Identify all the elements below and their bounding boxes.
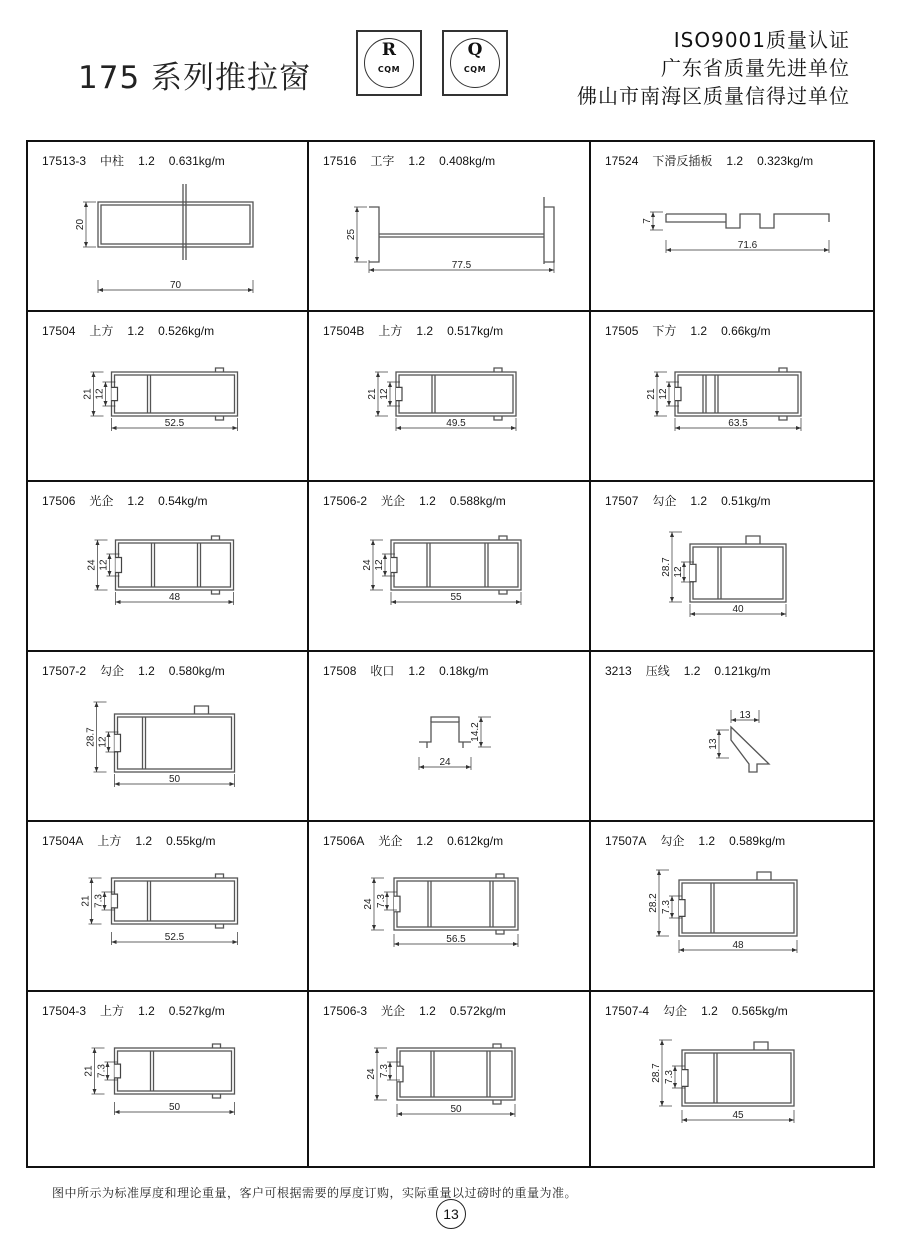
dim-width: 45 (732, 1110, 744, 1121)
profile-weight: 0.526kg/m (158, 324, 215, 338)
profile-drawing (591, 312, 873, 477)
dim-height: 21 (82, 388, 94, 400)
profile-cell (28, 652, 309, 822)
dim-width: 56.5 (446, 934, 466, 945)
dim-height: 21 (367, 388, 378, 400)
dim-inner-height: 7.3 (664, 1070, 675, 1084)
profile-thickness: 1.2 (408, 154, 426, 168)
dim-height: 25 (346, 228, 357, 241)
profile-thickness: 1.2 (416, 834, 434, 848)
profile-thickness: 1.2 (138, 154, 155, 168)
dim-height: 24 (366, 1068, 377, 1080)
profile-drawing (28, 482, 309, 647)
profile-weight: 0.408kg/m (439, 154, 496, 168)
dim-height: 20 (75, 218, 86, 231)
dim-inner-height: 12 (98, 559, 110, 571)
profile-cell (28, 142, 309, 312)
profile-name: 勾企 (660, 834, 685, 848)
profile-weight: 0.121kg/m (714, 664, 771, 678)
profile-drawing (309, 482, 591, 647)
profile-cell (28, 992, 309, 1166)
dim-inner-height: 12 (374, 559, 385, 571)
profile-thickness: 1.2 (419, 494, 436, 508)
dim-inner-height: 7.3 (93, 894, 105, 908)
profile-weight: 0.565kg/m (731, 1004, 788, 1018)
profile-drawing (309, 142, 591, 307)
dim-height: 7 (642, 218, 653, 224)
profile-cell (309, 992, 591, 1166)
profile-thickness: 1.2 (683, 664, 701, 678)
profile-code: 17506 (42, 494, 76, 508)
dim-height: 28.7 (661, 557, 672, 577)
dim-width: 77.5 (451, 260, 472, 271)
profile-thickness: 1.2 (138, 1004, 155, 1018)
profile-cell (591, 822, 873, 992)
dim-height: 24 (362, 559, 373, 571)
dim-inner-height: 7.3 (376, 894, 387, 908)
profile-thickness: 1.2 (690, 494, 708, 508)
profile-weight: 0.54kg/m (158, 494, 208, 508)
profile-thickness: 1.2 (416, 324, 434, 338)
dim-height: 24 (363, 898, 374, 910)
profile-thickness: 1.2 (138, 664, 155, 678)
profile-code: 17504B (323, 324, 365, 338)
profile-thickness: 1.2 (698, 834, 716, 848)
profile-cell (591, 482, 873, 652)
profile-drawing (591, 482, 873, 647)
profile-drawing (591, 142, 873, 307)
profile-name: 光企 (381, 494, 406, 508)
cert-r-sub: CQM (377, 65, 401, 74)
profile-weight: 0.572kg/m (449, 1004, 506, 1018)
profile-drawing (591, 992, 873, 1157)
dim-height: 13 (708, 738, 719, 750)
profile-weight: 0.527kg/m (168, 1004, 225, 1018)
profile-cell (309, 312, 591, 482)
profile-cell (591, 652, 873, 822)
profile-name: 下方 (652, 324, 677, 338)
cert-line-1: ISO9001质量认证 (673, 28, 850, 52)
profile-weight: 0.612kg/m (447, 834, 504, 848)
profile-code: 17516 (323, 154, 357, 168)
profile-drawing (309, 312, 591, 477)
profile-name: 勾企 (663, 1004, 688, 1018)
profile-thickness: 1.2 (408, 664, 426, 678)
profile-grid (26, 140, 875, 1168)
dim-width: 49.5 (446, 418, 466, 429)
page-title: 175 系列推拉窗 (78, 60, 312, 96)
profile-weight: 0.588kg/m (449, 494, 506, 508)
footer-note: 图中所示为标准厚度和理论重量，客户可根据需要的厚度订购，实际重量以过磅时的重量为准。 (52, 1186, 578, 1200)
profile-drawing (28, 142, 309, 307)
dim-width: 48 (732, 940, 744, 951)
dim-width: 24 (439, 757, 451, 768)
dim-width: 70 (169, 280, 182, 291)
profile-drawing (591, 652, 873, 817)
profile-weight: 0.51kg/m (721, 494, 771, 508)
profile-name: 上方 (97, 834, 122, 848)
profile-cell (28, 312, 309, 482)
dim-height: 14.2 (470, 722, 481, 742)
profile-code: 17505 (605, 324, 639, 338)
profile-thickness: 1.2 (135, 834, 153, 848)
dim-width: 50 (168, 774, 181, 785)
profile-name: 上方 (89, 324, 114, 338)
profile-cell (591, 992, 873, 1166)
profile-code: 17504-3 (42, 1004, 87, 1018)
profile-code: 17506-3 (323, 1004, 368, 1018)
profile-cell (28, 482, 309, 652)
profile-drawing (309, 652, 591, 817)
dim-inner-height: 12 (658, 388, 669, 400)
profile-weight: 0.580kg/m (168, 664, 225, 678)
profile-drawing (28, 312, 309, 477)
profile-weight: 0.323kg/m (757, 154, 814, 168)
dim-width: 52.5 (164, 932, 185, 943)
profile-cell (309, 652, 591, 822)
cert-q-sub: CQM (463, 65, 487, 74)
dim-inner-height: 7.3 (661, 900, 672, 914)
profile-name: 压线 (645, 664, 670, 678)
profile-thickness: 1.2 (690, 324, 708, 338)
profile-weight: 0.55kg/m (166, 834, 216, 848)
cert-line-3: 佛山市南海区质量信得过单位 (577, 84, 850, 108)
dim-inner-height: 12 (94, 388, 106, 400)
dim-inner-height: 12 (673, 566, 684, 578)
dim-inner-height: 7.3 (96, 1064, 108, 1078)
profile-cell (591, 142, 873, 312)
profile-drawing (28, 822, 309, 987)
profile-name: 上方 (378, 324, 403, 338)
dim-inner-height: 12 (379, 388, 390, 400)
profile-name: 工字 (370, 154, 395, 168)
profile-code: 17506A (323, 834, 365, 848)
profile-weight: 0.589kg/m (729, 834, 786, 848)
dim-height: 28.2 (648, 893, 659, 913)
profile-weight: 0.66kg/m (721, 324, 771, 338)
profile-weight: 0.631kg/m (168, 154, 225, 168)
profile-code: 3213 (605, 664, 632, 678)
profile-drawing (309, 992, 591, 1157)
dim-width: 52.5 (164, 418, 185, 429)
profile-drawing (28, 992, 309, 1157)
profile-code: 17507-4 (605, 1004, 650, 1018)
profile-name: 中柱 (100, 154, 125, 168)
profile-name: 勾企 (652, 494, 677, 508)
dim-height: 28.7 (651, 1063, 662, 1083)
profile-code: 17508 (323, 664, 357, 678)
profile-drawing (591, 822, 873, 987)
profile-code: 17507 (605, 494, 639, 508)
cert-r-mark: R (381, 40, 397, 60)
cert-line-2: 广东省质量先进单位 (661, 56, 850, 80)
dim-width: 50 (168, 1102, 181, 1113)
profile-drawing (309, 822, 591, 987)
dim-width: 55 (450, 592, 462, 603)
dim-height: 28.7 (85, 727, 97, 747)
profile-cell (28, 822, 309, 992)
profile-code: 17507A (605, 834, 647, 848)
dim-width: 63.5 (728, 418, 748, 429)
dim-inner-height: 12 (97, 736, 109, 748)
dim-height: 21 (83, 1065, 95, 1077)
profile-code: 17506-2 (323, 494, 368, 508)
profile-thickness: 1.2 (419, 1004, 436, 1018)
profile-code: 17504A (42, 834, 84, 848)
profile-drawing (28, 652, 309, 817)
dim-width: 48 (168, 592, 181, 603)
profile-code: 17513-3 (42, 154, 87, 168)
cqm-q-certification-logo (442, 30, 508, 96)
profile-thickness: 1.2 (726, 154, 744, 168)
profile-thickness: 1.2 (701, 1004, 718, 1018)
page-number: 13 (436, 1199, 466, 1229)
profile-name: 光企 (89, 494, 114, 508)
profile-name: 勾企 (100, 664, 125, 678)
profile-code: 17507-2 (42, 664, 87, 678)
dim-height: 21 (646, 388, 657, 400)
profile-thickness: 1.2 (127, 494, 145, 508)
dim-width: 50 (450, 1104, 462, 1115)
dim-width: 40 (732, 604, 744, 615)
profile-cell (309, 822, 591, 992)
profile-code: 17524 (605, 154, 639, 168)
dim-width: 13 (739, 710, 751, 721)
cqm-r-certification-logo (356, 30, 422, 96)
profile-thickness: 1.2 (127, 324, 145, 338)
profile-code: 17504 (42, 324, 76, 338)
profile-name: 下滑反插板 (652, 154, 713, 168)
dim-height: 21 (80, 895, 92, 907)
dim-width: 71.6 (737, 240, 758, 251)
profile-cell (309, 482, 591, 652)
profile-name: 收口 (370, 664, 395, 678)
profile-cell (591, 312, 873, 482)
profile-cell (309, 142, 591, 312)
profile-name: 光企 (378, 834, 403, 848)
cert-q-mark: Q (467, 40, 483, 60)
profile-weight: 0.18kg/m (439, 664, 489, 678)
dim-inner-height: 7.3 (379, 1064, 390, 1078)
profile-name: 上方 (100, 1004, 125, 1018)
dim-height: 24 (86, 559, 98, 571)
profile-name: 光企 (381, 1004, 406, 1018)
certification-text (577, 26, 850, 110)
profile-weight: 0.517kg/m (447, 324, 504, 338)
